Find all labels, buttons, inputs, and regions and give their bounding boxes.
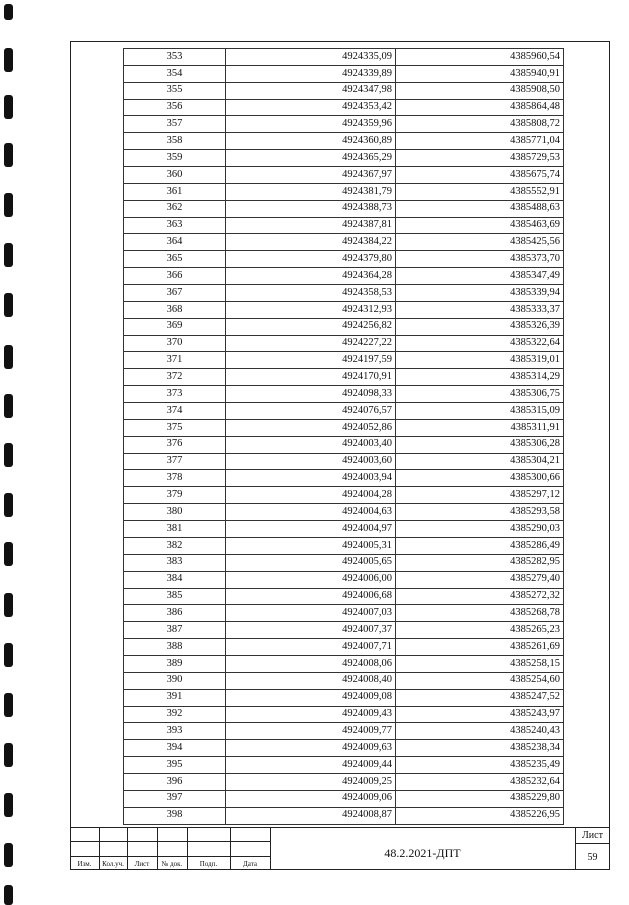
binding-mark (4, 193, 13, 217)
point-number-cell: 381 (124, 521, 226, 538)
x-coordinate-cell: 4924364,28 (226, 268, 396, 285)
y-coordinate-cell: 4385268,78 (396, 605, 564, 622)
y-coordinate-cell: 4385286,49 (396, 537, 564, 554)
table-row (124, 49, 564, 66)
binding-mark (4, 542, 13, 566)
y-coordinate-cell: 4385247,52 (396, 689, 564, 706)
point-number-cell: 363 (124, 217, 226, 234)
table-row (124, 655, 564, 672)
y-coordinate-cell: 4385463,69 (396, 217, 564, 234)
y-coordinate-cell: 4385339,94 (396, 285, 564, 302)
y-coordinate-cell: 4385293,58 (396, 504, 564, 521)
y-coordinate-cell: 4385282,95 (396, 554, 564, 571)
table-row (124, 301, 564, 318)
binding-mark (4, 643, 13, 667)
point-number-cell: 378 (124, 470, 226, 487)
point-number-cell: 358 (124, 133, 226, 150)
x-coordinate-cell: 4924003,60 (226, 453, 396, 470)
coordinates-table (123, 48, 564, 825)
table-row (124, 554, 564, 571)
y-coordinate-cell: 4385243,97 (396, 706, 564, 723)
binding-mark (4, 243, 13, 267)
label-list: Лист (134, 860, 150, 868)
table-row (124, 723, 564, 740)
point-number-cell: 389 (124, 655, 226, 672)
point-number-cell: 385 (124, 588, 226, 605)
y-coordinate-cell: 4385347,49 (396, 268, 564, 285)
table-row (124, 672, 564, 689)
x-coordinate-cell: 4924312,93 (226, 301, 396, 318)
point-number-cell: 364 (124, 234, 226, 251)
table-row (124, 773, 564, 790)
x-coordinate-cell: 4924388,73 (226, 200, 396, 217)
y-coordinate-cell: 4385729,53 (396, 150, 564, 167)
table-row (124, 386, 564, 403)
point-number-cell: 353 (124, 49, 226, 66)
x-coordinate-cell: 4924052,86 (226, 419, 396, 436)
point-number-cell: 386 (124, 605, 226, 622)
point-number-cell: 379 (124, 487, 226, 504)
table-row (124, 706, 564, 723)
point-number-cell: 370 (124, 335, 226, 352)
table-row (124, 605, 564, 622)
point-number-cell: 380 (124, 504, 226, 521)
table-row (124, 436, 564, 453)
x-coordinate-cell: 4924379,80 (226, 251, 396, 268)
x-coordinate-cell: 4924387,81 (226, 217, 396, 234)
binding-mark (4, 4, 13, 20)
y-coordinate-cell: 4385279,40 (396, 571, 564, 588)
y-coordinate-cell: 4385272,32 (396, 588, 564, 605)
document-code: 48.2.2021-ДПТ (384, 846, 461, 860)
x-coordinate-cell: 4924365,29 (226, 150, 396, 167)
table-row (124, 588, 564, 605)
y-coordinate-cell: 4385333,37 (396, 301, 564, 318)
x-coordinate-cell: 4924009,06 (226, 790, 396, 807)
table-row (124, 571, 564, 588)
point-number-cell: 397 (124, 790, 226, 807)
x-coordinate-cell: 4924004,28 (226, 487, 396, 504)
x-coordinate-cell: 4924076,57 (226, 403, 396, 420)
x-coordinate-cell: 4924008,06 (226, 655, 396, 672)
table-row (124, 251, 564, 268)
x-coordinate-cell: 4924005,31 (226, 537, 396, 554)
point-number-cell: 377 (124, 453, 226, 470)
point-number-cell: 369 (124, 318, 226, 335)
y-coordinate-cell: 4385232,64 (396, 773, 564, 790)
point-number-cell: 354 (124, 65, 226, 82)
table-row (124, 234, 564, 251)
binding-mark (4, 693, 13, 717)
x-coordinate-cell: 4924227,22 (226, 335, 396, 352)
x-coordinate-cell: 4924359,96 (226, 116, 396, 133)
x-coordinate-cell: 4924008,40 (226, 672, 396, 689)
sheet-label: Лист (582, 830, 603, 841)
y-coordinate-cell: 4385808,72 (396, 116, 564, 133)
binding-mark (4, 885, 13, 905)
coordinates-table-body (124, 49, 564, 825)
x-coordinate-cell: 4924384,22 (226, 234, 396, 251)
y-coordinate-cell: 4385908,50 (396, 82, 564, 99)
y-coordinate-cell: 4385300,66 (396, 470, 564, 487)
y-coordinate-cell: 4385315,09 (396, 403, 564, 420)
label-data: Дата (243, 860, 257, 868)
point-number-cell: 367 (124, 285, 226, 302)
point-number-cell: 396 (124, 773, 226, 790)
point-number-cell: 368 (124, 301, 226, 318)
y-coordinate-cell: 4385314,29 (396, 369, 564, 386)
x-coordinate-cell: 4924006,00 (226, 571, 396, 588)
y-coordinate-cell: 4385488,63 (396, 200, 564, 217)
table-row (124, 183, 564, 200)
binding-mark (4, 95, 13, 119)
y-coordinate-cell: 4385326,39 (396, 318, 564, 335)
table-row (124, 133, 564, 150)
label-n-dok: № док. (161, 860, 183, 868)
table-row (124, 217, 564, 234)
point-number-cell: 376 (124, 436, 226, 453)
binding-mark (4, 793, 13, 817)
x-coordinate-cell: 4924256,82 (226, 318, 396, 335)
title-block (70, 827, 610, 870)
point-number-cell: 394 (124, 740, 226, 757)
table-row (124, 470, 564, 487)
point-number-cell: 357 (124, 116, 226, 133)
point-number-cell: 365 (124, 251, 226, 268)
x-coordinate-cell: 4924367,97 (226, 167, 396, 184)
point-number-cell: 356 (124, 99, 226, 116)
binding-mark (4, 48, 13, 72)
table-row (124, 790, 564, 807)
point-number-cell: 371 (124, 352, 226, 369)
point-number-cell: 393 (124, 723, 226, 740)
y-coordinate-cell: 4385254,60 (396, 672, 564, 689)
point-number-cell: 373 (124, 386, 226, 403)
x-coordinate-cell: 4924006,68 (226, 588, 396, 605)
x-coordinate-cell: 4924353,42 (226, 99, 396, 116)
binding-mark (4, 345, 13, 369)
y-coordinate-cell: 4385240,43 (396, 723, 564, 740)
point-number-cell: 366 (124, 268, 226, 285)
table-row (124, 521, 564, 538)
point-number-cell: 392 (124, 706, 226, 723)
table-row (124, 150, 564, 167)
point-number-cell: 374 (124, 403, 226, 420)
point-number-cell: 360 (124, 167, 226, 184)
binding-mark (4, 143, 13, 167)
table-row (124, 167, 564, 184)
label-kol-uch: Кол.уч. (102, 860, 124, 868)
y-coordinate-cell: 4385373,70 (396, 251, 564, 268)
binding-mark (4, 493, 13, 517)
x-coordinate-cell: 4924098,33 (226, 386, 396, 403)
label-izm: Изм. (77, 860, 92, 868)
binding-mark (4, 743, 13, 767)
x-coordinate-cell: 4924009,77 (226, 723, 396, 740)
y-coordinate-cell: 4385226,95 (396, 807, 564, 824)
y-coordinate-cell: 4385261,69 (396, 639, 564, 656)
x-coordinate-cell: 4924381,79 (226, 183, 396, 200)
table-row (124, 639, 564, 656)
table-row (124, 352, 564, 369)
table-row (124, 65, 564, 82)
x-coordinate-cell: 4924009,43 (226, 706, 396, 723)
y-coordinate-cell: 4385319,01 (396, 352, 564, 369)
x-coordinate-cell: 4924007,71 (226, 639, 396, 656)
y-coordinate-cell: 4385304,21 (396, 453, 564, 470)
point-number-cell: 375 (124, 419, 226, 436)
x-coordinate-cell: 4924347,98 (226, 82, 396, 99)
binding-mark (4, 443, 13, 467)
y-coordinate-cell: 4385258,15 (396, 655, 564, 672)
y-coordinate-cell: 4385675,74 (396, 167, 564, 184)
label-podp: Подп. (199, 860, 218, 868)
table-row (124, 453, 564, 470)
table-row (124, 807, 564, 824)
point-number-cell: 391 (124, 689, 226, 706)
x-coordinate-cell: 4924009,08 (226, 689, 396, 706)
x-coordinate-cell: 4924005,65 (226, 554, 396, 571)
y-coordinate-cell: 4385229,80 (396, 790, 564, 807)
point-number-cell: 372 (124, 369, 226, 386)
table-row (124, 116, 564, 133)
table-row (124, 82, 564, 99)
point-number-cell: 390 (124, 672, 226, 689)
point-number-cell: 388 (124, 639, 226, 656)
table-row (124, 689, 564, 706)
table-row (124, 99, 564, 116)
x-coordinate-cell: 4924007,37 (226, 622, 396, 639)
point-number-cell: 383 (124, 554, 226, 571)
table-row (124, 740, 564, 757)
table-row (124, 537, 564, 554)
table-row (124, 369, 564, 386)
y-coordinate-cell: 4385235,49 (396, 757, 564, 774)
point-number-cell: 398 (124, 807, 226, 824)
x-coordinate-cell: 4924003,40 (226, 436, 396, 453)
point-number-cell: 355 (124, 82, 226, 99)
y-coordinate-cell: 4385306,75 (396, 386, 564, 403)
table-row (124, 403, 564, 420)
x-coordinate-cell: 4924008,87 (226, 807, 396, 824)
table-row (124, 200, 564, 217)
point-number-cell: 384 (124, 571, 226, 588)
x-coordinate-cell: 4924335,09 (226, 49, 396, 66)
x-coordinate-cell: 4924197,59 (226, 352, 396, 369)
table-row (124, 419, 564, 436)
y-coordinate-cell: 4385311,91 (396, 419, 564, 436)
sheet-number: 59 (587, 852, 598, 863)
table-row (124, 757, 564, 774)
binding-mark (4, 843, 13, 867)
point-number-cell: 387 (124, 622, 226, 639)
x-coordinate-cell: 4924004,63 (226, 504, 396, 521)
x-coordinate-cell: 4924009,44 (226, 757, 396, 774)
binding-mark (4, 593, 13, 617)
y-coordinate-cell: 4385238,34 (396, 740, 564, 757)
point-number-cell: 362 (124, 200, 226, 217)
point-number-cell: 359 (124, 150, 226, 167)
table-row (124, 504, 564, 521)
x-coordinate-cell: 4924004,97 (226, 521, 396, 538)
y-coordinate-cell: 4385322,64 (396, 335, 564, 352)
y-coordinate-cell: 4385864,48 (396, 99, 564, 116)
binding-mark (4, 394, 13, 418)
x-coordinate-cell: 4924009,25 (226, 773, 396, 790)
x-coordinate-cell: 4924339,89 (226, 65, 396, 82)
y-coordinate-cell: 4385552,91 (396, 183, 564, 200)
table-row (124, 622, 564, 639)
x-coordinate-cell: 4924170,91 (226, 369, 396, 386)
x-coordinate-cell: 4924009,63 (226, 740, 396, 757)
x-coordinate-cell: 4924358,53 (226, 285, 396, 302)
table-row (124, 268, 564, 285)
y-coordinate-cell: 4385265,23 (396, 622, 564, 639)
point-number-cell: 395 (124, 757, 226, 774)
y-coordinate-cell: 4385940,91 (396, 65, 564, 82)
point-number-cell: 361 (124, 183, 226, 200)
x-coordinate-cell: 4924003,94 (226, 470, 396, 487)
x-coordinate-cell: 4924007,03 (226, 605, 396, 622)
y-coordinate-cell: 4385306,28 (396, 436, 564, 453)
x-coordinate-cell: 4924360,89 (226, 133, 396, 150)
y-coordinate-cell: 4385960,54 (396, 49, 564, 66)
y-coordinate-cell: 4385290,03 (396, 521, 564, 538)
table-row (124, 318, 564, 335)
y-coordinate-cell: 4385771,04 (396, 133, 564, 150)
y-coordinate-cell: 4385297,12 (396, 487, 564, 504)
point-number-cell: 382 (124, 537, 226, 554)
binding-mark (4, 293, 13, 317)
table-row (124, 285, 564, 302)
table-row (124, 487, 564, 504)
table-row (124, 335, 564, 352)
y-coordinate-cell: 4385425,56 (396, 234, 564, 251)
